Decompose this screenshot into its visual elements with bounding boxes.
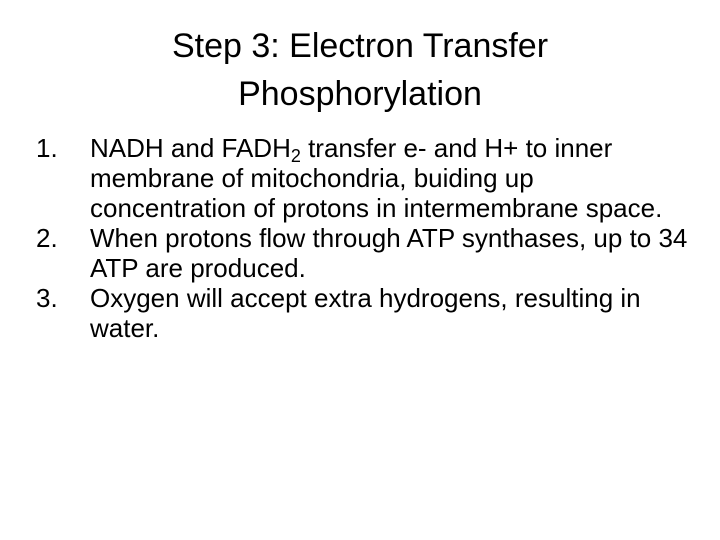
item-number: 1. [36, 133, 58, 163]
item-number: 2. [36, 223, 58, 253]
step-list [36, 133, 696, 343]
item-number: 3. [36, 283, 58, 313]
slide-title [60, 22, 660, 118]
item-text-before: NADH and FADH [90, 133, 291, 163]
list-item [36, 133, 696, 223]
item-text-after: transfer e- and H+ to inner membrane of mitochondria, buiding up concentration of protons in intermembrane space. [90, 133, 663, 223]
list-item [36, 223, 696, 283]
title-line-1: Step 3: Electron Transfer [171, 27, 549, 65]
item-text: When protons flow through ATP synthases, up to 34 ATP are produced. [90, 223, 688, 283]
item-text: Oxygen will accept extra hydrogens, resulting in water. [90, 283, 641, 343]
item-subscript: 2 [290, 146, 301, 166]
list-item [36, 283, 696, 343]
title-line-2: Phosphorylation [238, 75, 482, 113]
item-text [90, 133, 662, 223]
